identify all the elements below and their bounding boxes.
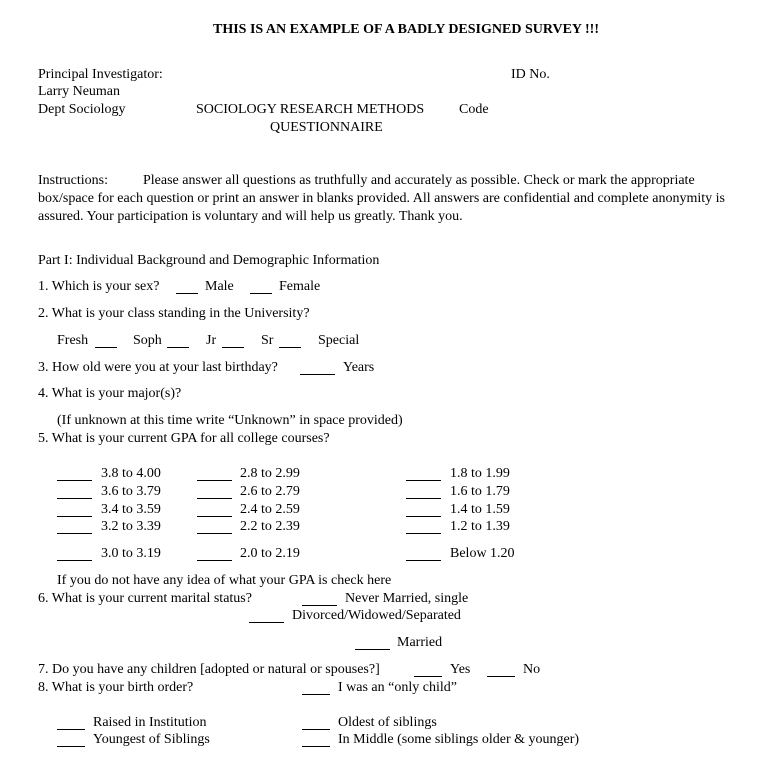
blank-gpa[interactable]	[197, 467, 232, 481]
option-no: No	[523, 662, 541, 677]
blank-sr[interactable]	[279, 334, 301, 348]
blank-divorced[interactable]	[249, 609, 284, 623]
gpa-option: 2.2 to 2.39	[240, 519, 300, 534]
blank-gpa[interactable]	[57, 485, 92, 499]
gpa-option: 3.0 to 3.19	[101, 546, 161, 561]
blank-age[interactable]	[300, 361, 335, 375]
survey-title: THIS IS AN EXAMPLE OF A BADLY DESIGNED SURVEY !!!	[212, 22, 599, 37]
pi-name: Larry Neuman	[38, 84, 121, 99]
gpa-option: 1.8 to 1.99	[450, 466, 510, 481]
blank-jr[interactable]	[222, 334, 244, 348]
option-married: Married	[397, 635, 443, 650]
gpa-option: 2.0 to 2.19	[240, 546, 300, 561]
option-female: Female	[279, 279, 321, 294]
gpa-option: 3.4 to 3.59	[101, 502, 161, 517]
blank-fresh[interactable]	[95, 334, 117, 348]
blank-gpa[interactable]	[197, 547, 232, 561]
blank-soph[interactable]	[167, 334, 189, 348]
question-6: 6. What is your current marital status?	[38, 591, 252, 606]
blank-gpa[interactable]	[406, 467, 441, 481]
option-youngest: Youngest of Siblings	[93, 732, 210, 747]
gpa-no-idea: If you do not have any idea of what your GPA is check here	[57, 573, 392, 588]
blank-youngest[interactable]	[57, 733, 85, 747]
option-middle: In Middle (some siblings older & younger)	[338, 732, 580, 747]
dept: Dept Sociology	[38, 102, 126, 117]
option-soph: Soph	[133, 333, 162, 348]
pi-label: Principal Investigator:	[38, 67, 163, 82]
option-divorced: Divorced/Widowed/Separated	[292, 608, 461, 623]
question-2: 2. What is your class standing in the University?	[38, 306, 310, 321]
gpa-option: 2.6 to 2.79	[240, 484, 300, 499]
blank-only-child[interactable]	[302, 681, 330, 695]
question-1: 1. Which is your sex?	[38, 279, 160, 294]
blank-male[interactable]	[176, 280, 198, 294]
blank-married[interactable]	[355, 636, 390, 650]
instructions-line: Please answer all questions as truthfully and accurately as possible. Check or mark the appropriate	[143, 173, 695, 188]
code-label: Code	[459, 102, 489, 117]
option-yes: Yes	[450, 662, 471, 677]
blank-institution[interactable]	[57, 716, 85, 730]
blank-gpa[interactable]	[406, 485, 441, 499]
questionnaire-label: QUESTIONNAIRE	[270, 120, 383, 135]
instructions-label: Instructions:	[38, 173, 108, 188]
blank-gpa[interactable]	[57, 547, 92, 561]
question-4: 4. What is your major(s)?	[38, 386, 182, 401]
blank-no[interactable]	[487, 663, 515, 677]
gpa-option: 3.2 to 3.39	[101, 519, 161, 534]
course-title: SOCIOLOGY RESEARCH METHODS	[196, 102, 425, 117]
gpa-option: 3.6 to 3.79	[101, 484, 161, 499]
blank-never-married[interactable]	[302, 592, 337, 606]
blank-gpa[interactable]	[57, 467, 92, 481]
blank-gpa[interactable]	[197, 503, 232, 517]
instructions-line: box/space for each question or print an answer in blanks provided. All answers are confidential and complete anonymity is	[38, 191, 725, 206]
blank-gpa[interactable]	[406, 520, 441, 534]
gpa-option: 2.4 to 2.59	[240, 502, 300, 517]
question-3: 3. How old were you at your last birthday?	[38, 360, 278, 375]
option-sr: Sr	[261, 333, 274, 348]
option-only-child: I was an “only child”	[338, 680, 457, 695]
blank-gpa[interactable]	[406, 503, 441, 517]
question-8: 8. What is your birth order?	[38, 680, 194, 695]
major-note: (If unknown at this time write “Unknown” in space provided)	[57, 413, 403, 428]
gpa-option: 2.8 to 2.99	[240, 466, 300, 481]
gpa-option: 1.2 to 1.39	[450, 519, 510, 534]
gpa-option: 3.8 to 4.00	[101, 466, 161, 481]
blank-gpa[interactable]	[197, 485, 232, 499]
blank-gpa[interactable]	[406, 547, 441, 561]
blank-gpa[interactable]	[57, 503, 92, 517]
option-oldest: Oldest of siblings	[338, 715, 437, 730]
option-never-married: Never Married, single	[345, 591, 469, 606]
option-special: Special	[318, 333, 360, 348]
age-unit: Years	[343, 360, 375, 375]
blank-yes[interactable]	[414, 663, 442, 677]
option-institution: Raised in Institution	[93, 715, 207, 730]
part-heading: Part I: Individual Background and Demographic Information	[38, 253, 380, 268]
blank-middle[interactable]	[302, 733, 330, 747]
instructions-line: assured. Your participation is voluntary and will help us greatly. Thank you.	[38, 209, 463, 224]
question-5: 5. What is your current GPA for all college courses?	[38, 431, 330, 446]
blank-oldest[interactable]	[302, 716, 330, 730]
gpa-option: Below 1.20	[450, 546, 515, 561]
blank-female[interactable]	[250, 280, 272, 294]
blank-gpa[interactable]	[57, 520, 92, 534]
gpa-option: 1.4 to 1.59	[450, 502, 510, 517]
option-fresh: Fresh	[57, 333, 89, 348]
id-label: ID No.	[511, 67, 550, 82]
option-jr: Jr	[206, 333, 217, 348]
gpa-option: 1.6 to 1.79	[450, 484, 510, 499]
option-male: Male	[205, 279, 234, 294]
blank-gpa[interactable]	[197, 520, 232, 534]
question-7: 7. Do you have any children [adopted or natural or spouses?]	[38, 662, 380, 677]
